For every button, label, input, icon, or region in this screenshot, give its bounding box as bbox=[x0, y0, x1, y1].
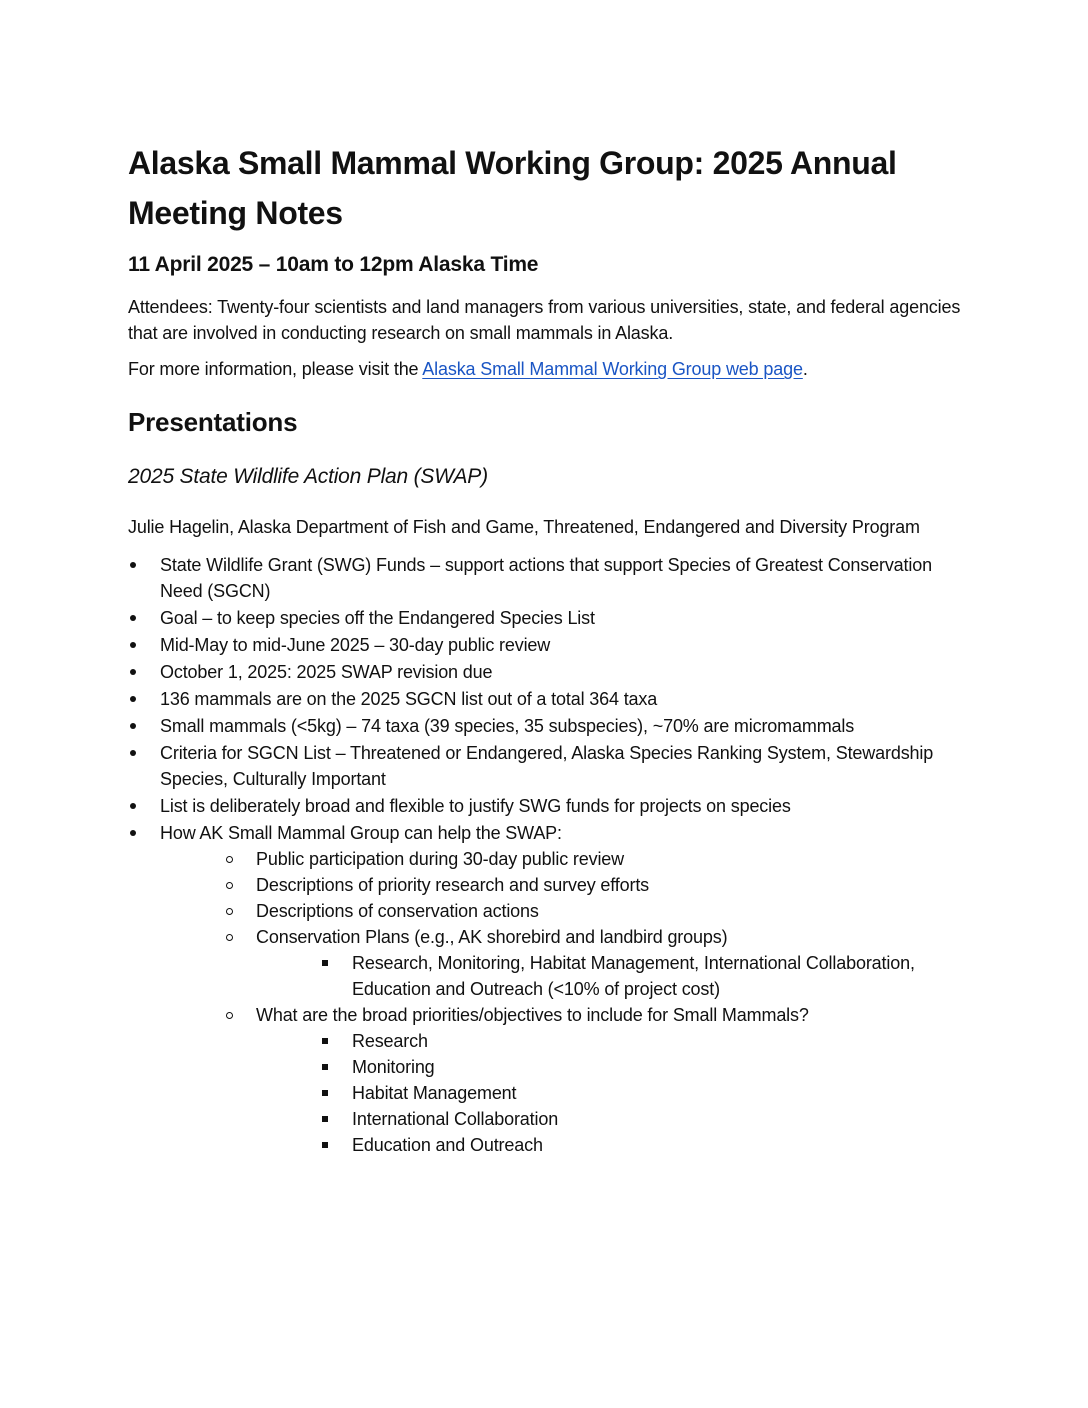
bullet-square-icon bbox=[322, 1064, 328, 1070]
bullet-circle-icon bbox=[226, 934, 233, 941]
bullet-circle-icon bbox=[226, 856, 233, 863]
list-item bbox=[128, 605, 968, 631]
working-group-web-page-link[interactable]: Alaska Small Mammal Working Group web page bbox=[422, 359, 803, 379]
list-item bbox=[128, 740, 968, 792]
bullet-square-icon bbox=[322, 1038, 328, 1044]
sub-sublist-item-text: International Collaboration bbox=[352, 1109, 559, 1129]
help-sublist bbox=[224, 846, 968, 1158]
sub-sublist-item bbox=[320, 1106, 968, 1132]
bullet-disc-icon bbox=[130, 750, 136, 756]
list-item bbox=[128, 552, 968, 604]
sub-sublist-item bbox=[320, 1028, 968, 1054]
attendees-paragraph: Attendees: Twenty-four scientists and land managers from various universities, state, and federal agencies that are involved in conducting research on small mammals in Alaska. bbox=[128, 297, 961, 343]
document-page bbox=[128, 138, 968, 1159]
conservation-plan-sublist bbox=[320, 950, 968, 1002]
bullet-circle-icon bbox=[226, 882, 233, 889]
list-item-text: Criteria for SGCN List – Threatened or Endangered, Alaska Species Ranking System, Stewardship Species, Culturally Important bbox=[160, 743, 934, 789]
sublist-item-text: Conservation Plans (e.g., AK shorebird and landbird groups) bbox=[256, 927, 728, 947]
list-item bbox=[128, 632, 968, 658]
sub-sublist-item bbox=[320, 1080, 968, 1106]
list-item-text: October 1, 2025: 2025 SWAP revision due bbox=[160, 662, 493, 682]
presenter-line: Julie Hagelin, Alaska Department of Fish and Game, Threatened, Endangered and Diversity Program bbox=[128, 517, 920, 537]
bullet-circle-icon bbox=[226, 1012, 233, 1019]
sublist-item bbox=[224, 872, 968, 898]
sublist-item-text: Descriptions of priority research and survey efforts bbox=[256, 875, 650, 895]
list-item bbox=[128, 659, 968, 685]
presentation-title: 2025 State Wildlife Action Plan (SWAP) bbox=[128, 465, 488, 488]
sub-sublist-item-text: Research, Monitoring, Habitat Management, International Collaboration, Education and Outreach (<10% of project cost) bbox=[352, 953, 915, 999]
list-item-text: State Wildlife Grant (SWG) Funds – support actions that support Species of Greatest Conservation Need (SGCN) bbox=[160, 555, 932, 601]
more-info-suffix: . bbox=[802, 359, 808, 379]
sub-sublist-item bbox=[320, 950, 968, 1002]
presentation-bullet-list bbox=[128, 552, 968, 1158]
sub-sublist-item-text: Education and Outreach bbox=[352, 1135, 543, 1155]
more-info-prefix: For more information, please visit the bbox=[128, 359, 423, 379]
sublist-item-text: What are the broad priorities/objectives to include for Small Mammals? bbox=[256, 1005, 809, 1025]
sub-sublist-item bbox=[320, 1132, 968, 1158]
more-info-paragraph bbox=[128, 356, 968, 382]
sublist-item-text: Descriptions of conservation actions bbox=[256, 901, 539, 921]
list-item-text: 136 mammals are on the 2025 SGCN list out of a total 364 taxa bbox=[160, 689, 658, 709]
list-item-text: Small mammals (<5kg) – 74 taxa (39 species, 35 subspecies), ~70% are micromammals bbox=[160, 716, 855, 736]
sublist-item bbox=[224, 846, 968, 872]
bullet-circle-icon bbox=[226, 908, 233, 915]
document-title: Alaska Small Mammal Working Group: 2025 Annual Meeting Notes bbox=[128, 145, 897, 231]
bullet-disc-icon bbox=[130, 830, 136, 836]
sub-sublist-item bbox=[320, 1054, 968, 1080]
sublist-item bbox=[224, 924, 968, 1002]
sublist-item bbox=[224, 1002, 968, 1158]
bullet-disc-icon bbox=[130, 562, 136, 568]
bullet-square-icon bbox=[322, 960, 328, 966]
sublist-item bbox=[224, 898, 968, 924]
sublist-item-text: Public participation during 30-day public review bbox=[256, 849, 625, 869]
bullet-disc-icon bbox=[130, 615, 136, 621]
sub-sublist-item-text: Monitoring bbox=[352, 1057, 435, 1077]
list-item bbox=[128, 713, 968, 739]
bullet-square-icon bbox=[322, 1090, 328, 1096]
bullet-disc-icon bbox=[130, 696, 136, 702]
list-item bbox=[128, 820, 968, 1158]
bullet-disc-icon bbox=[130, 642, 136, 648]
bullet-square-icon bbox=[322, 1116, 328, 1122]
sub-sublist-item-text: Research bbox=[352, 1031, 428, 1051]
bullet-disc-icon bbox=[130, 669, 136, 675]
list-item bbox=[128, 686, 968, 712]
priorities-sublist bbox=[320, 1028, 968, 1158]
list-item-text: Goal – to keep species off the Endangered Species List bbox=[160, 608, 595, 628]
list-item-text: Mid-May to mid-June 2025 – 30-day public review bbox=[160, 635, 551, 655]
bullet-disc-icon bbox=[130, 723, 136, 729]
meeting-date: 11 April 2025 – 10am to 12pm Alaska Time bbox=[128, 253, 539, 276]
sub-sublist-item-text: Habitat Management bbox=[352, 1083, 517, 1103]
bullet-disc-icon bbox=[130, 803, 136, 809]
list-item-text: How AK Small Mammal Group can help the SWAP: bbox=[160, 823, 562, 843]
section-heading-presentations: Presentations bbox=[128, 407, 298, 437]
list-item-text: List is deliberately broad and flexible to justify SWG funds for projects on species bbox=[160, 796, 791, 816]
bullet-square-icon bbox=[322, 1142, 328, 1148]
list-item bbox=[128, 793, 968, 819]
